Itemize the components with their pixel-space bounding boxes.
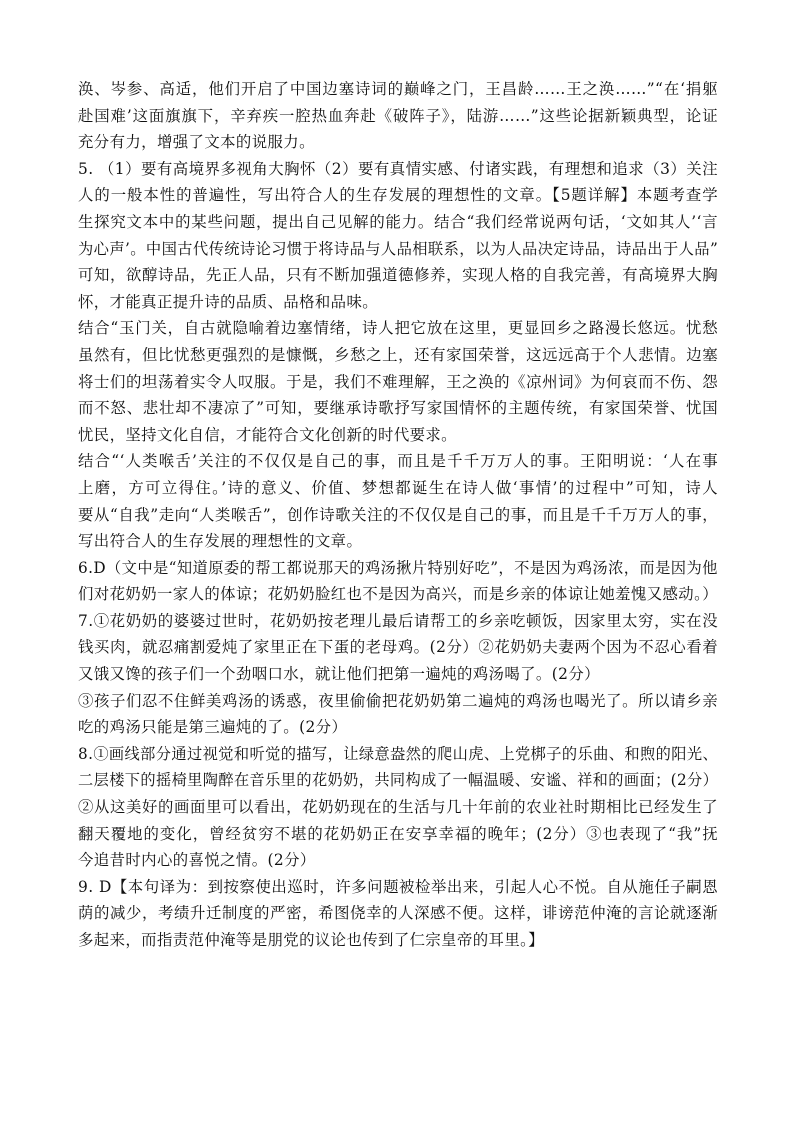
text-line: 结合“玉门关，自古就隐喻着边塞情绪，诗人把它放在这里，更显回乡之路漫长悠远。忧愁: [78, 319, 718, 338]
text-line: 6.D（文中是“知道原委的帮工都说那天的鸡汤揪片特别好吃”，不是因为鸡汤浓，而是因为他: [78, 558, 718, 577]
text-line: 写出符合人的生存发展的理想性的文章。: [78, 532, 363, 551]
text-line: 忧民，坚持文化自信，才能符合文化创新的时代要求。: [78, 425, 457, 444]
text-line: 虽然有，但比忧愁更强烈的是慷慨，乡愁之上，还有家国荣誉，这远远高于个人悲情。边塞: [78, 345, 718, 364]
answer-text-body: [78, 76, 718, 954]
text-line: 人的一般本性的普遍性，写出符合人的生存发展的理想性的文章。【5题详解】本题考查学: [78, 186, 718, 205]
text-line: 上磨，方可立得住。’诗的意义、价值、梦想都诞生在诗人做‘事情’的过程中”可知，诗人: [78, 478, 718, 497]
text-line: 9. D【本句译为：到按察使出巡时，许多问题被检举出来，引起人心不悦。自从施任子嗣恩: [78, 877, 718, 896]
text-line: 将士们的坦荡着实令人叹服。于是，我们不难理解，王之涣的《凉州词》为何哀而不伤、怨: [78, 372, 718, 391]
text-line: 吃的鸡汤只能是第三遍炖的了。(2分）: [78, 718, 348, 737]
text-line: 钱买肉，就忍痛割爱炖了家里正在下蛋的老母鸡。(2分）②花奶奶夫妻两个因为不忍心看着: [78, 638, 718, 657]
text-line: 7.①花奶奶的婆婆过世时，花奶奶按老理儿最后请帮工的乡亲吃顿饭，因家里太穷，实在没: [78, 611, 718, 630]
text-line: 赴国难’这面旗旗下，辛弃疾一腔热血奔赴《破阵子》，陆游……”这些论据新颖典型，论证: [78, 106, 718, 125]
text-line: 8.①画线部分通过视觉和听觉的描写，让绿意盎然的爬山虎、上党梆子的乐曲、和煦的阳光、: [78, 744, 719, 763]
text-line: 涣、岑参、高适，他们开启了中国边塞诗词的巅峰之门，王昌龄……王之涣……”“在‘捐躯: [78, 80, 718, 98]
text-line: 而不怒、悲壮却不凄凉了”可知，要继承诗歌抒写家国情怀的主题传统，有家国荣誉、忧国: [78, 399, 718, 418]
text-line: 怀，才能真正提升诗的品质、品格和品味。: [78, 292, 379, 311]
text-line: 二层楼下的摇椅里陶醉在音乐里的花奶奶，共同构成了一幅温暖、安谧、祥和的画面；(2分）: [78, 771, 719, 790]
text-line: 为心声’。中国古代传统诗论习惯于将诗品与人品相联系，以为人品决定诗品，诗品出于人品”: [78, 239, 719, 258]
text-line: 可知，欲醇诗品，先正人品，只有不断加强道德修养，实现人格的自我完善，有高境界大胸: [78, 266, 718, 285]
text-line: ③孩子们忍不住鲜美鸡汤的诱惑，夜里偷偷把花奶奶第二遍炖的鸡汤也喝光了。所以请乡亲: [78, 691, 718, 710]
text-line: 荫的减少，考绩升迁制度的严密，希图侥幸的人深感不便。这样，诽谤范仲淹的言论就逐渐: [78, 904, 718, 923]
text-line: 多起来，而指责范仲淹等是朋党的议论也传到了仁宗皇帝的耳里。】: [78, 931, 545, 949]
text-line: 5. （1）要有高境界多视角大胸怀（2）要有真情实感、付诸实践，有理想和追求（3）关注: [78, 159, 718, 178]
text-line: 今追昔时内心的喜悦之情。(2分）: [78, 851, 316, 870]
text-line: 生探究文本中的某些问题，提出自己见解的能力。结合“我们经常说两句话，‘文如其人’‘言: [78, 212, 718, 231]
text-line: 充分有力，增强了文本的说服力。: [78, 133, 315, 152]
text-line: 翻天覆地的变化，曾经贫穷不堪的花奶奶正在安享幸福的晚年；(2分）③也表现了“我”抚: [78, 824, 718, 843]
text-line: 要从“自我”走向“人类喉舌”，创作诗歌关注的不仅仅是自己的事，而且是千千万万人的事，: [78, 505, 718, 524]
text-line: 们对花奶奶一家人的体谅；花奶奶脸红也不是因为高兴，而是乡亲的体谅让她羞愧又感动。）: [78, 585, 718, 604]
text-line: ②从这美好的画面里可以看出，花奶奶现在的生活与几十年前的农业社时期相比已经发生了: [78, 798, 718, 817]
text-line: 结合“‘人类喉舌’关注的不仅仅是自己的事，而且是千千万万人的事。王阳明说：‘人在事: [78, 452, 718, 471]
text-line: 又饿又馋的孩子们一个劲咽口水，就让他们把第一遍炖的鸡汤喝了。(2分）: [78, 665, 600, 684]
